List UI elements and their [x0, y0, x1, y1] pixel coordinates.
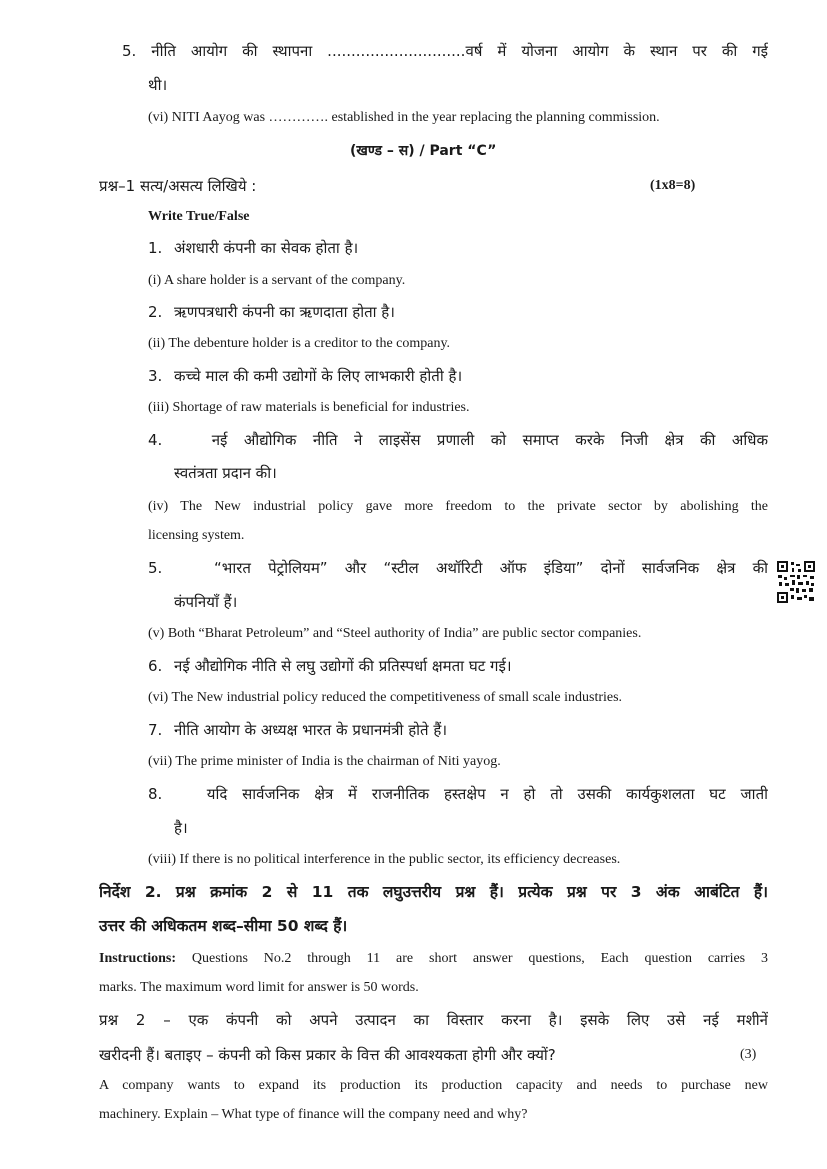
statement-number: 8.	[148, 785, 163, 803]
statement-1-hindi	[148, 238, 358, 258]
statement-7-english: (vii) The prime minister of India is the chairman of Niti yayog.	[148, 754, 501, 769]
statement-text: यदि सार्वजनिक क्षेत्र में राजनीतिक हस्तक्षेप न हो तो उसकी कार्यकुशलता घट जाती	[206, 785, 768, 803]
instructions-text: Questions No.2 through 11 are short answer questions, Each question carries 3	[176, 951, 768, 966]
statement-7-hindi	[148, 720, 447, 740]
instruction-2-hindi-line-2: उत्तर की अधिकतम शब्द–सीमा 50 शब्द हैं।	[99, 917, 348, 935]
statement-text: अंशधारी कंपनी का सेवक होता है।	[174, 239, 359, 257]
q5-english-line: (vi) NITI Aayog was …………. established in the year replacing the planning commission.	[148, 110, 660, 125]
statement-8-hindi	[148, 784, 768, 804]
statement-3-english: (iii) Shortage of raw materials is beneficial for industries.	[148, 400, 470, 415]
statement-number: 4.	[148, 431, 163, 449]
instructions-label: Instructions:	[99, 951, 177, 966]
part-c-heading: (खण्ड – स) / Part “C”	[350, 143, 497, 159]
write-true-false-instruction: Write True/False	[148, 209, 250, 224]
statement-6-english: (vi) The New industrial policy reduced the competitiveness of small scale industries.	[148, 690, 623, 705]
statement-5-hindi-continuation: कंपनियाँ हैं।	[174, 593, 238, 611]
statement-1-english: (i) A share holder is a servant of the company.	[148, 273, 406, 288]
question-2-english-line-2: machinery. Explain – What type of finance will the company need and why?	[99, 1107, 528, 1122]
question-1-marks: (1x8=8)	[650, 178, 696, 193]
statement-text: नई औद्योगिक नीति ने लाइसेंस प्रणाली को समाप्त करके निजी क्षेत्र की अधिक	[211, 431, 768, 449]
statement-2-hindi	[148, 302, 395, 322]
statement-number: 2.	[148, 303, 163, 321]
statement-8-english: (viii) If there is no political interference in the public sector, its efficiency decreases.	[148, 852, 621, 867]
statement-2-english: (ii) The debenture holder is a creditor to the company.	[148, 336, 451, 351]
statement-text: “भारत पेट्रोलियम” और “स्टील अथॉरिटी ऑफ इंडिया” दोनों सार्वजनिक क्षेत्र की	[214, 559, 768, 577]
statement-3-hindi	[148, 366, 462, 386]
statement-number: 1.	[148, 239, 163, 257]
statement-4-hindi	[148, 430, 768, 450]
instruction-2-english-line-1	[99, 951, 768, 967]
instruction-2-hindi-line-1: निर्देश 2. प्रश्न क्रमांक 2 से 11 तक लघुउत्तरीय प्रश्न हैं। प्रत्येक प्रश्न पर 3 अंक आबंटित हैं।	[99, 883, 768, 901]
statement-5-hindi	[148, 558, 768, 578]
statement-text: ऋणपत्रधारी कंपनी का ऋणदाता होता है।	[174, 303, 395, 321]
qr-code-icon	[776, 560, 816, 604]
question-2-english-line-1: A company wants to expand its production its production capacity and needs to purchase new	[99, 1078, 768, 1093]
question-2-hindi-line-1: प्रश्न 2 – एक कंपनी को अपने उत्पादन का विस्तार करना है। इसके लिए उसे नई मशीनें	[99, 1011, 768, 1029]
statement-4-english-continuation: licensing system.	[148, 528, 245, 543]
statement-5-english: (v) Both “Bharat Petroleum” and “Steel authority of India” are public sector companies.	[148, 626, 642, 641]
question-2-marks: (3)	[740, 1047, 757, 1062]
q5-hindi-continuation: थी।	[148, 76, 168, 94]
statement-number: 5.	[148, 559, 163, 577]
q5-hindi-line: 5. नीति आयोग की स्थापना .............................वर्ष में योजना आयोग के स्थान पर की गई	[122, 42, 768, 60]
statement-4-hindi-continuation: स्वतंत्रता प्रदान की।	[174, 464, 277, 482]
statement-number: 7.	[148, 721, 163, 739]
statement-4-english: (iv) The New industrial policy gave more freedom to the private sector by abolishing the	[148, 499, 768, 514]
statement-8-hindi-continuation: है।	[174, 819, 188, 837]
instruction-2-english-line-2: marks. The maximum word limit for answer is 50 words.	[99, 980, 419, 995]
statement-text: कच्चे माल की कमी उद्योगों के लिए लाभकारी होती है।	[174, 367, 463, 385]
statement-text: नई औद्योगिक नीति से लघु उद्योगों की प्रतिस्पर्धा क्षमता घट गई।	[174, 657, 512, 675]
statement-number: 3.	[148, 367, 163, 385]
statement-text: नीति आयोग के अध्यक्ष भारत के प्रधानमंत्री होते हैं।	[174, 721, 448, 739]
question-1-label: प्रश्न–1 सत्य/असत्य लिखिये :	[99, 177, 257, 195]
question-2-hindi-line-2: खरीदनी हैं। बताइए – कंपनी को किस प्रकार के वित्त की आवश्यकता होगी और क्यों?	[99, 1046, 556, 1064]
statement-number: 6.	[148, 657, 163, 675]
statement-6-hindi	[148, 656, 512, 676]
